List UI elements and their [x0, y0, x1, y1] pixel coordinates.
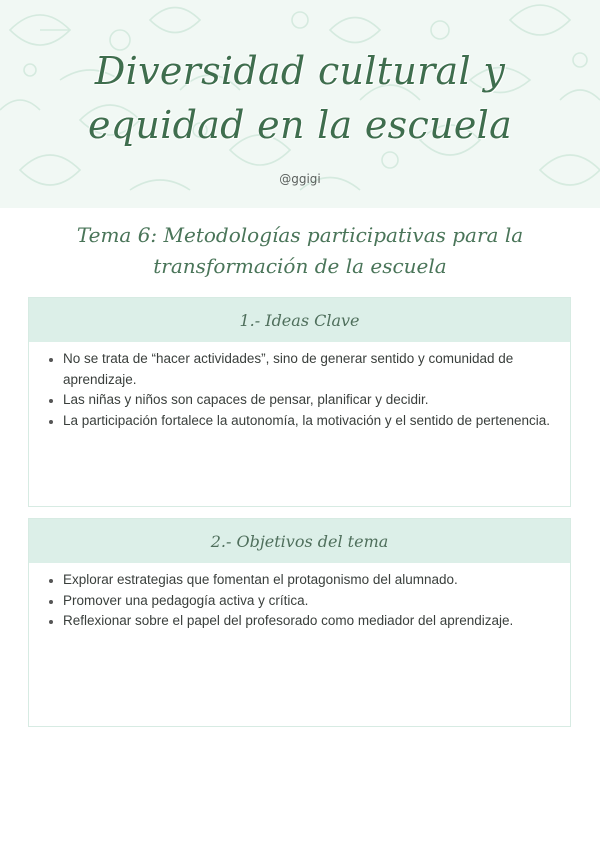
list-item: • No se trata de “hacer actividades”, sino de generar sentido y comunidad de aprendizaje. — [63, 349, 552, 390]
title-line-2: equidad en la escuela — [87, 103, 513, 147]
document-title — [0, 44, 600, 152]
author-handle: @ggigi — [279, 172, 321, 186]
list-item: • La participación fortalece la autonomía, la motivación y el sentido de pertenencia. — [63, 411, 552, 432]
section-heading: 2.- Objetivos del tema — [29, 519, 570, 563]
section-card-ideas-clave — [28, 297, 571, 507]
list-item: • Explorar estrategias que fomentan el protagonismo del alumnado. — [63, 570, 552, 591]
subtitle-line-1: Tema 6: Metodologías participativas para la — [76, 223, 524, 247]
section-heading: 1.- Ideas Clave — [29, 298, 570, 342]
bullet-list — [29, 563, 570, 632]
list-item: • Las niñas y niños son capaces de pensar, planificar y decidir. — [63, 390, 552, 411]
title-line-1: Diversidad cultural y — [94, 49, 506, 93]
topic-subtitle — [40, 220, 560, 282]
list-item: • Promover una pedagogía activa y crítica. — [63, 591, 552, 612]
subtitle-line-2: transformación de la escuela — [153, 254, 447, 278]
list-item: • Reflexionar sobre el papel del profesorado como mediador del aprendizaje. — [63, 611, 552, 632]
bullet-list — [29, 342, 570, 431]
header-banner — [0, 0, 600, 208]
section-card-objetivos — [28, 518, 571, 727]
